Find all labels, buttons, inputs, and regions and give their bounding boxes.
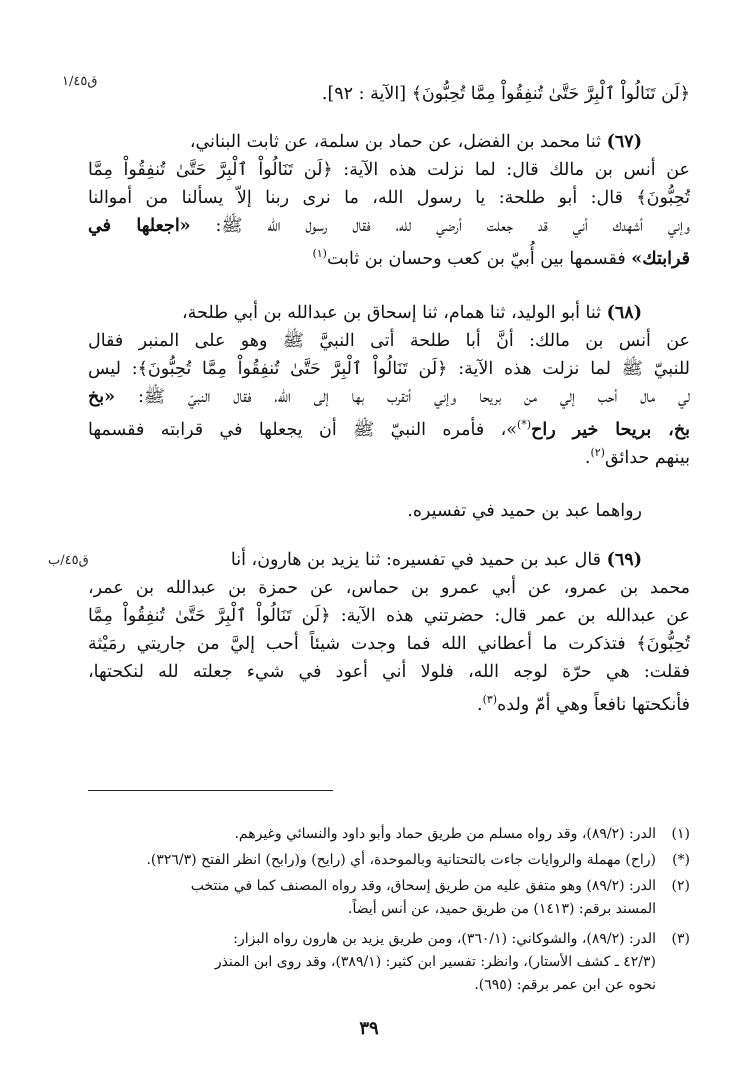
hadith-69-line-3: عن عبدالله بن عمر قال: حضرتني هذه الآية: ﴿لَن تَنَالُواْ ٱلْبِرَّ حَتَّىٰ تُنفِقُواْ مِمَّا	[88, 606, 690, 626]
full-stop: .	[477, 694, 483, 715]
hadith-67-line-4	[88, 214, 690, 238]
isnad-text: ثنا محمد بن الفضل، عن حماد بن سلمة، عن ثابت البناني،	[189, 132, 602, 152]
hadith-67-line-5	[88, 242, 690, 271]
hadith-69-line-5: فقلت: هي حرّة لوجه الله، فلولا أني أعود في شيء جعلته لله لنكحتها،	[88, 662, 690, 682]
narration-note: رواهما عبد بن حميد في تفسيره.	[407, 501, 642, 521]
footnote-1	[88, 824, 690, 845]
hadith-69-line-4: تُحِبُّونَ﴾ فتذكرت ما أعطاني الله فما وجدت شيئاً أحب إليَّ من جاريتي رمَيْثة	[88, 634, 690, 654]
footnote-3	[88, 929, 690, 950]
footnote-ref: (٣)	[482, 693, 498, 706]
prophetic-quote: بخ، بريحا خير راح	[531, 419, 691, 440]
manuscript-folio-note: ق١/٤٥	[62, 74, 98, 89]
text-run: وإني أشهدك أني قد جعلت أرضي لله، فقال رسول الله ﷺ:	[190, 216, 691, 236]
footnote-text: (راح) مهملة والروايات جاءت بالتحتانية وبالموحدة، أي (رايح) و(رابح) انظر الفتح (٣٢٦/٣).	[146, 852, 656, 868]
footnote-3-line-3: نحوه عن ابن عمر برقم: (٦٩٥).	[474, 977, 656, 993]
full-stop: .	[584, 447, 591, 468]
hadith-number: (٦٨)	[606, 303, 642, 323]
hadith-69-line-2: محمد بن عمرو، عن أبي عمرو بن حماس، عن حمزة بن عبدالله بن عمر،	[88, 578, 690, 598]
page-number: ٣٩	[359, 1018, 379, 1039]
footnote-separator	[88, 790, 333, 791]
hadith-68-line-4	[88, 385, 690, 409]
footnote-star	[88, 850, 690, 871]
footnote-ref: (١)	[312, 247, 327, 260]
hadith-68-line-2: عن أنس بن مالك: أنَّ أبا طلحة أتى النبيَّ ﷺ وهو على المنبر فقال	[88, 331, 690, 351]
isnad-text: ثنا أبو الوليد، ثنا همام، ثنا إسحاق بن عبدالله بن أبي طلحة،	[182, 303, 602, 323]
isnad-text: قال عبد بن حميد في تفسيره: ثنا يزيد بن هارون، أنا	[230, 550, 602, 570]
footnote-number: (٢)	[671, 878, 690, 894]
hadith-68-line-5	[88, 413, 690, 442]
hadith-number: (٦٧)	[606, 132, 642, 152]
text-run: لي مال أحب إلي من بريحا وإني أتقرب بها إلى الله، فقال النبيّ ﷺ:	[115, 387, 690, 407]
hadith-69-line-1	[88, 548, 642, 572]
footnote-text: الدر: (٨٩/٢)، والشوكاني: (٣٦٠/١)، ومن طريق يزيد بن هارون رواه البزار:	[233, 931, 656, 947]
footnote-ref: (*)	[516, 418, 532, 431]
footnote-text: الدر: (٨٩/٢)، وقد رواه مسلم من طريق حماد وأبو داود والنسائي وغيرهم.	[234, 826, 656, 842]
hadith-number: (٦٩)	[606, 550, 642, 570]
hadith-67-line-2: عن أنس بن مالك قال: لما نزلت هذه الآية: ﴿لَن تَنَالُواْ ٱلْبِرَّ حَتَّىٰ تُنفِقُواْ مِمَّا	[88, 160, 690, 180]
text-run: فأنكحتها نافعاً وهي أمّ ولده	[497, 694, 690, 715]
footnote-number: (١)	[671, 826, 690, 842]
hadith-68-line-3: للنبيّ ﷺ لما نزلت هذه الآية: ﴿لَن تَنَالُواْ ٱلْبِرَّ حَتَّىٰ تُنفِقُواْ مِمَّا تُحِبُّونَ﴾: ليس	[88, 359, 690, 379]
hadith-68-line-6	[88, 441, 690, 470]
prophetic-quote: «بخ	[88, 387, 116, 407]
hadith-67-line-1	[88, 130, 642, 154]
text-run: فقسمها بين أُبيّ بن كعب وحسان بن ثابت	[326, 248, 632, 269]
hadith-67-line-3: تُحِبُّونَ﴾ قال: أبو طلحة: يا رسول الله، ما نرى ربنا إلاّ يسألنا من أموالنا	[88, 188, 690, 208]
footnote-ref: (٢)	[590, 446, 605, 459]
text-run: »، فأمره النبيّ ﷺ أن يجعلها في قرابته فقسمها	[88, 419, 517, 440]
hadith-69-line-6	[88, 688, 690, 717]
hadith-68-line-1	[88, 301, 642, 325]
footnote-text: الدر: (٨٩/٢) وهو متفق عليه من طريق إسحاق، وقد رواه المصنف كما في منتخب	[190, 878, 656, 894]
text-run: بينهم حدائق	[604, 447, 690, 468]
prophetic-quote: «اجعلها في	[88, 216, 191, 236]
footnote-3-line-2: (٤٢/٣ ـ كشف الأستار)، وانظر: تفسير ابن كثير: (٣٨٩/١)، وقد روى ابن المنذر	[214, 954, 656, 970]
footnote-number: (٣)	[671, 931, 690, 947]
prophetic-quote: قرابتك»	[631, 248, 690, 269]
verse-heading: ﴿لَن تَنَالُواْ ٱلْبِرَّ حَتَّىٰ تُنفِقُواْ مِمَّا تُحِبُّونَ﴾ [الآية : ٩٢].	[321, 84, 690, 104]
footnote-number: (*)	[672, 852, 690, 868]
footnote-2-line-2: المسند برقم: (١٤١٣) من طريق حميد، عن أنس أيضاً.	[348, 901, 656, 917]
manuscript-folio-note: ق٤٥/ب	[48, 553, 89, 568]
footnote-2	[88, 876, 690, 897]
